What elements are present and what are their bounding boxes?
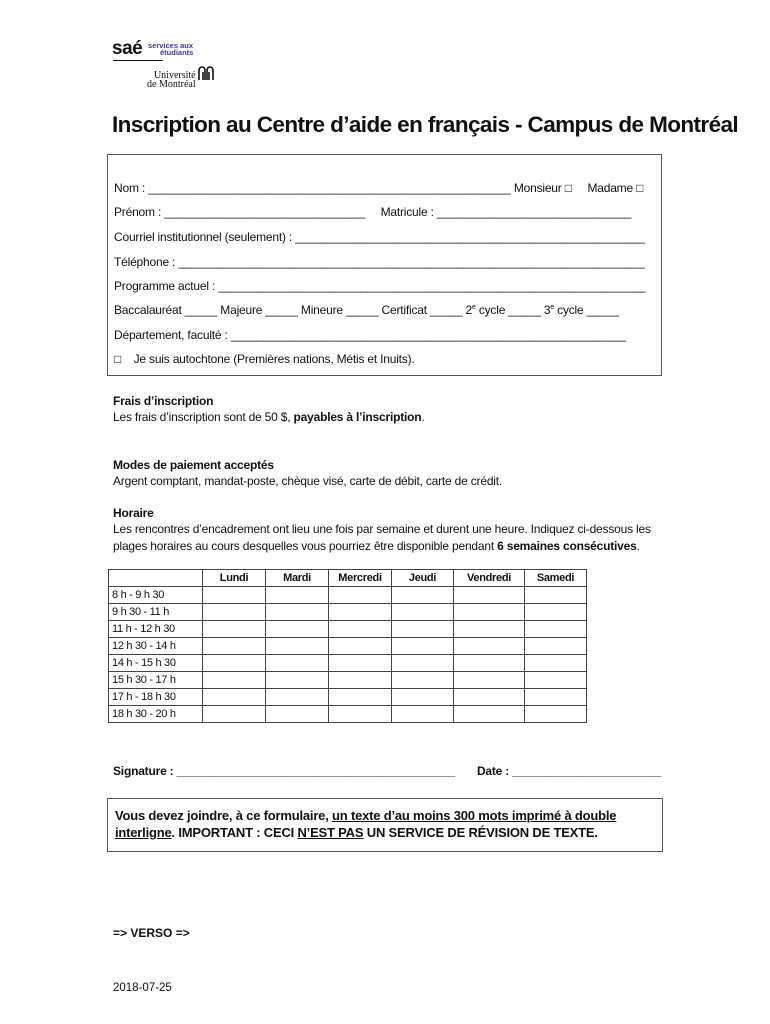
time-slot-label: 14 h - 15 h 30 — [109, 655, 203, 672]
availability-cell[interactable] — [266, 672, 329, 689]
cycle2-num: 2 — [465, 303, 472, 317]
availability-cell[interactable] — [203, 655, 266, 672]
availability-cell[interactable] — [203, 587, 266, 604]
frais-heading — [113, 394, 213, 408]
frais-text-bold: payables à l’inscription — [293, 410, 422, 424]
availability-cell[interactable] — [266, 621, 329, 638]
availability-cell[interactable] — [454, 655, 525, 672]
availability-cell[interactable] — [203, 689, 266, 706]
availability-cell[interactable] — [203, 638, 266, 655]
availability-cell[interactable] — [392, 621, 454, 638]
signature-field[interactable]: Signature : ___________________________________________ — [113, 764, 455, 778]
schedule-corner-cell — [109, 570, 203, 587]
availability-cell[interactable] — [392, 672, 454, 689]
programme-field[interactable]: Programme actuel : __________________________________________________________________ — [114, 279, 646, 293]
verso-indicator: => VERSO => — [113, 926, 190, 940]
note-underline1: un texte d’au moins 300 mots imprimé à double — [332, 808, 617, 823]
prenom-field[interactable]: Prénom : _______________________________ — [114, 205, 365, 219]
availability-cell[interactable] — [454, 604, 525, 621]
cycle3-rest: cycle _____ — [554, 303, 619, 317]
horaire-heading-text: Horaire — [113, 506, 154, 520]
schedule-row — [109, 621, 587, 638]
availability-cell[interactable] — [525, 621, 587, 638]
availability-cell[interactable] — [266, 587, 329, 604]
horaire-line2-pre: plages horaires au cours desquelles vous pourriez être disponible pendant — [113, 539, 498, 553]
availability-cell[interactable] — [454, 689, 525, 706]
availability-cell[interactable] — [525, 604, 587, 621]
signature-line — [113, 764, 661, 778]
availability-cell[interactable] — [266, 655, 329, 672]
time-slot-label: 12 h 30 - 14 h — [109, 638, 203, 655]
cycle2-field[interactable] — [466, 303, 541, 317]
monsieur-label: Monsieur — [513, 181, 562, 195]
day-header: Jeudi — [392, 570, 454, 587]
availability-cell[interactable] — [454, 621, 525, 638]
page-title: Inscription au Centre d’aide en français - Campus de Montréal — [112, 112, 739, 137]
document-date: 2018-07-25 — [113, 982, 172, 994]
identification-form — [107, 154, 662, 376]
availability-cell[interactable] — [329, 655, 392, 672]
sae-logo — [112, 38, 222, 98]
paiement-heading-text: Modes de paiement acceptés — [113, 458, 274, 472]
time-slot-label: 11 h - 12 h 30 — [109, 621, 203, 638]
availability-cell[interactable] — [392, 689, 454, 706]
availability-cell[interactable] — [329, 689, 392, 706]
availability-cell[interactable] — [203, 672, 266, 689]
logo-services-text — [148, 42, 193, 56]
availability-cell[interactable] — [525, 689, 587, 706]
prenom-line — [114, 205, 631, 219]
horaire-line2-post: . — [636, 539, 640, 553]
schedule-row — [109, 587, 587, 604]
logo-services-line1: services aux — [148, 41, 194, 50]
availability-cell[interactable] — [392, 604, 454, 621]
schedule-row — [109, 604, 587, 621]
day-header: Mercredi — [329, 570, 392, 587]
availability-cell[interactable] — [392, 655, 454, 672]
nom-line — [114, 181, 643, 195]
time-slot-label: 8 h - 9 h 30 — [109, 587, 203, 604]
day-header: Mardi — [266, 570, 329, 587]
madame-label: Madame — [587, 181, 633, 195]
horaire-text-line2 — [113, 539, 640, 553]
monsieur-checkbox[interactable]: □ — [564, 181, 572, 195]
availability-cell[interactable] — [454, 706, 525, 723]
cycle3-num: 3 — [543, 303, 551, 317]
day-header: Vendredi — [454, 570, 525, 587]
availability-cell[interactable] — [525, 672, 587, 689]
availability-cell[interactable] — [203, 604, 266, 621]
courriel-field[interactable]: Courriel institutionnel (seulement) : ______________________________________________________ — [114, 230, 645, 244]
paiement-heading — [113, 458, 274, 472]
logo-divider — [113, 60, 163, 61]
university-line2: de Montréal — [147, 79, 196, 90]
university-name — [147, 71, 196, 89]
date-field[interactable]: Date : _______________________ — [476, 764, 662, 778]
autochtone-label: Je suis autochtone (Premières nations, Métis et Inuits). — [133, 352, 415, 366]
logo-services-line2: étudiants — [160, 48, 194, 57]
note-part1: Vous devez joindre, à ce formulaire, — [115, 808, 333, 823]
time-slot-label: 15 h 30 - 17 h — [109, 672, 203, 689]
availability-cell[interactable] — [392, 638, 454, 655]
availability-cell[interactable] — [329, 638, 392, 655]
horaire-line2-bold: 6 semaines consécutives — [497, 539, 637, 553]
availability-cell[interactable] — [266, 604, 329, 621]
day-header: Samedi — [525, 570, 587, 587]
availability-cell[interactable] — [203, 621, 266, 638]
nom-field[interactable]: Nom : ________________________________________________________ — [114, 181, 511, 195]
availability-cell[interactable] — [525, 655, 587, 672]
note-part3: UN SERVICE DE RÉVISION DE TEXTE. — [363, 825, 598, 840]
time-slot-label: 9 h 30 - 11 h — [109, 604, 203, 621]
availability-cell[interactable] — [329, 587, 392, 604]
availability-cell[interactable] — [454, 638, 525, 655]
horaire-heading — [113, 506, 154, 520]
schedule-table — [108, 569, 587, 723]
time-slot-label: 17 h - 18 h 30 — [109, 689, 203, 706]
matricule-field[interactable]: Matricule : ______________________________ — [380, 205, 632, 219]
departement-field[interactable]: Département, faculté : _____________________________________________________________ — [114, 328, 626, 342]
availability-cell[interactable] — [392, 706, 454, 723]
schedule-row — [109, 655, 587, 672]
mineure-field[interactable]: Mineure _____ — [300, 303, 379, 317]
logo-brand: saé — [112, 38, 143, 59]
note-part2: . IMPORTANT : CECI — [171, 825, 298, 840]
bac-field[interactable]: Baccalauréat _____ — [114, 303, 218, 317]
study-level-line — [114, 303, 619, 317]
availability-cell[interactable] — [329, 672, 392, 689]
frais-heading-text: Frais d’inscription — [113, 394, 214, 408]
availability-cell[interactable] — [329, 604, 392, 621]
certificat-field[interactable]: Certificat _____ — [381, 303, 463, 317]
availability-cell[interactable] — [392, 587, 454, 604]
frais-text-post: . — [421, 410, 425, 424]
frais-text — [113, 410, 425, 424]
schedule-row — [109, 689, 587, 706]
availability-cell[interactable] — [266, 689, 329, 706]
madame-checkbox[interactable]: □ — [636, 181, 644, 195]
schedule-row — [109, 638, 587, 655]
note-underline2: interligne — [115, 825, 172, 840]
schedule-header-row — [109, 570, 587, 587]
availability-cell[interactable] — [329, 621, 392, 638]
paiement-text: Argent comptant, mandat-poste, chèque visé, carte de débit, carte de crédit. — [113, 474, 503, 488]
horaire-text-line1: Les rencontres d’encadrement ont lieu une fois par semaine et durent une heure. Indiquez ci-dessous les — [113, 522, 651, 536]
important-note — [107, 798, 663, 852]
time-slot-label: 18 h 30 - 20 h — [109, 706, 203, 723]
cycle2-rest: cycle _____ — [475, 303, 541, 317]
cycle2-sup: e — [472, 304, 476, 311]
availability-cell[interactable] — [454, 672, 525, 689]
availability-cell[interactable] — [266, 706, 329, 723]
schedule-row — [109, 706, 587, 723]
availability-cell[interactable] — [525, 638, 587, 655]
autochtone-checkbox[interactable]: □ — [114, 352, 122, 366]
cycle3-sup: e — [550, 304, 555, 311]
frais-text-pre: Les frais d’inscription sont de 50 $, — [113, 410, 294, 424]
availability-cell[interactable] — [525, 706, 587, 723]
telephone-field[interactable]: Téléphone : ________________________________________________________________________ — [114, 255, 645, 269]
university-line1: Université — [153, 70, 196, 81]
note-underline3: N’EST PAS — [297, 825, 364, 840]
autochtone-line — [114, 352, 415, 366]
availability-cell[interactable] — [329, 706, 392, 723]
university-emblem-icon — [198, 66, 214, 80]
availability-cell[interactable] — [266, 638, 329, 655]
day-header: Lundi — [203, 570, 266, 587]
cycle3-field[interactable] — [544, 303, 619, 317]
availability-cell[interactable] — [525, 587, 587, 604]
availability-cell[interactable] — [203, 706, 266, 723]
majeure-field[interactable]: Majeure _____ — [220, 303, 298, 317]
schedule-row — [109, 672, 587, 689]
availability-cell[interactable] — [454, 587, 525, 604]
